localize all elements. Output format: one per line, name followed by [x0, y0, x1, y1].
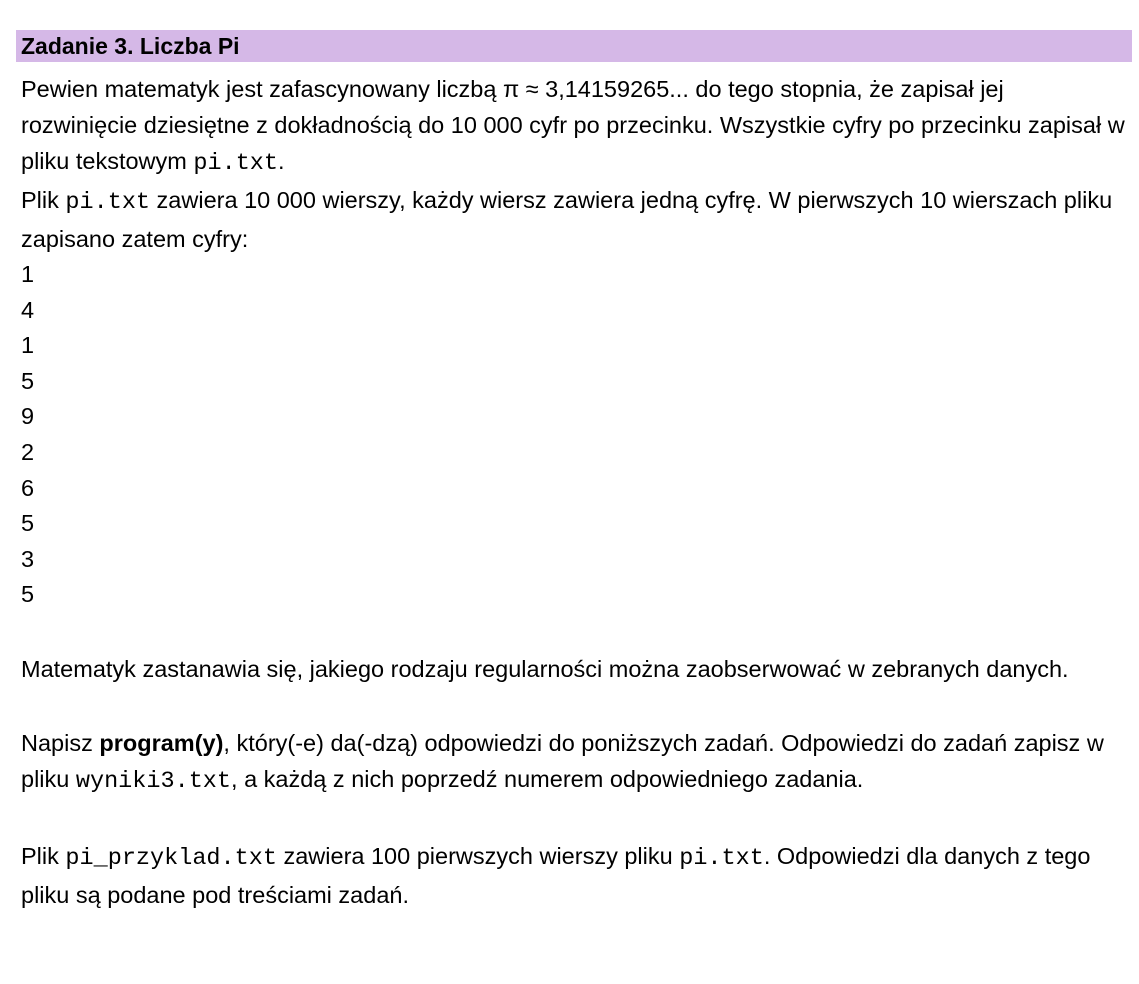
intro-text: Pewien matematyk jest zafascynowany liczbą π ≈ 3,14159265... do tego stopnia, że zapisał jej rozwinięcie dziesiętne z dokładnością do 10 000 cyfr po przecinku. Wszystkie cyfry po przecinku zapisał w pliku tekstowym	[21, 76, 1125, 174]
example-text: Plik	[21, 842, 66, 869]
instructions-paragraph	[21, 725, 1126, 800]
digit-line: 2	[21, 438, 35, 465]
filename-pi: pi.txt	[679, 844, 764, 872]
task-content	[21, 71, 1126, 913]
example-text-end: . Odpowiedzi dla danych z tego pliku są podane pod treściami zadań.	[21, 842, 1091, 908]
instructions-text: Napisz	[21, 729, 100, 756]
paragraph-spacer	[21, 800, 1126, 838]
intro-paragraph	[21, 71, 1126, 182]
digit-line: 5	[21, 581, 35, 608]
digit-list	[21, 257, 1126, 613]
digit-line: 5	[21, 510, 35, 537]
paragraph-spacer	[21, 613, 1126, 651]
instructions-bold: program(y)	[99, 729, 224, 756]
intro-text-end: .	[278, 148, 285, 174]
digit-line: 1	[21, 332, 35, 359]
example-paragraph	[21, 838, 1126, 913]
example-text-mid: zawiera 100 pierwszych wierszy pliku	[276, 842, 680, 869]
digit-line: 5	[21, 367, 35, 394]
digit-line: 3	[21, 545, 35, 572]
filename-pi-przyklad: pi_przyklad.txt	[65, 844, 277, 872]
paragraph-spacer	[21, 687, 1126, 725]
filename-pi: pi.txt	[65, 189, 151, 216]
filename-wyniki: wyniki3.txt	[75, 767, 232, 795]
instructions-text-end: , a każdą z nich poprzedź numerem odpowiedniego zadania.	[231, 765, 864, 792]
instructions-text-mid: , który(-e) da(-dzą) odpowiedzi do poniższych zadań. Odpowiedzi do zadań zapisz w pliku	[21, 729, 1104, 792]
question-paragraph: Matematyk zastanawia się, jakiego rodzaju regularności można zaobserwować w zebranych danych.	[21, 655, 1069, 682]
task-header	[16, 30, 1132, 62]
file-description-paragraph	[21, 182, 1126, 257]
digit-line: 6	[21, 474, 35, 501]
filename-pi: pi.txt	[193, 150, 279, 177]
digit-line: 1	[21, 261, 35, 287]
file-desc-text: Plik	[21, 187, 66, 213]
file-desc-text-end: zawiera 10 000 wierszy, każdy wiersz zawiera jedną cyfrę. W pierwszych 10 wierszach pliku zapisano zatem cyfry:	[21, 187, 1113, 252]
digit-line: 4	[21, 296, 35, 323]
task-title: Zadanie 3. Liczba Pi	[21, 33, 240, 59]
digit-line: 9	[21, 403, 35, 430]
